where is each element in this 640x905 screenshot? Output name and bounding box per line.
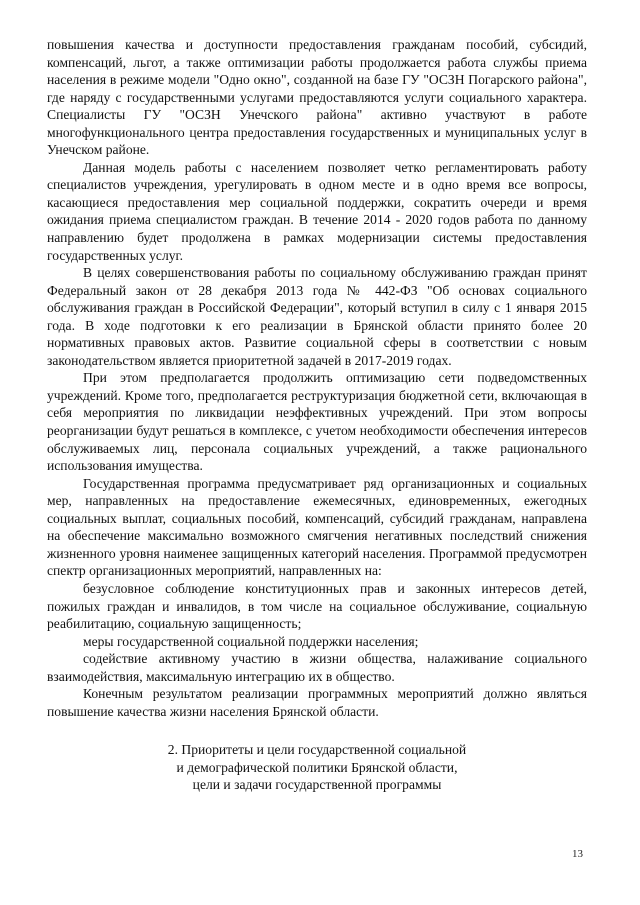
page-number: 13 [572, 848, 583, 860]
paragraph-final-result: Конечным результатом реализации программных мероприятий должно являться повышение качества жизни населения Брянской области. [47, 686, 587, 719]
list-item-constitutional-rights: безусловное соблюдение конституционных прав и законных интересов детей, пожилых граждан и инвалидов, в том числе на социальное обслуживание, социальную реабилитацию, социальную защищенность; [47, 580, 587, 632]
document-body [47, 36, 587, 794]
section-heading-line: 2. Приоритеты и цели государственной социальной [167, 742, 467, 758]
list-item-social-participation: содействие активному участию в жизни общества, налаживание социального взаимодействия, максимальную интеграцию их в общество. [47, 651, 587, 684]
paragraph-federal-law: В целях совершенствования работы по социальному обслуживанию граждан принят Федеральный закон от 28 декабря 2013 года № 442-ФЗ "Об основах социального обслуживания граждан в Российской Федерации", который вступил в силу с 1 января 2015 года. В ходе подготовки к его реализации в Брянской области принято более 20 нормативных правовых актов. Развитие социальной сферы в соответствии с новым законодательством является приоритетной задачей в 2017-2019 годах. [47, 265, 587, 368]
paragraph-work-model: Данная модель работы с населением позволяет четко регламентировать работу специалистов учреждения, урегулировать в одном месте и в одно время все вопросы, касающиеся предоставления мер социальной поддержки, сократить очереди и время ожидания приема специалистом граждан. В течение 2014 - 2020 годов работа по данному направлению будет продолжена в рамках модернизации системы предоставления государственных услуг. [47, 159, 587, 263]
list-item-social-support: меры государственной социальной поддержки населения; [83, 633, 419, 649]
section-heading-line: и демографической политики Брянской области, [176, 759, 458, 775]
paragraph-program-measures: Государственная программа предусматривает ряд организационных и социальных мер, направленных на предоставление ежемесячных, единовременных, ежегодных социальных выплат, социальных пособий, компенсаций, субсидий гражданам, направлена на обеспечение максимально возможного смягчения негативных последствий снижения жизненного уровня наименее защищенных категорий населения. Программой предусмотрен спектр организационных мероприятий, направленных на: [47, 475, 587, 579]
section-heading [47, 741, 587, 794]
paragraph-network-optimization: При этом предполагается продолжить оптимизацию сети подведомственных учреждений. Кроме того, предполагается реструктуризация бюджетной сети, включающая в себя мероприятия по ликвидации неэффективных учреждений. При этом вопросы реорганизации будут решаться в комплексе, с учетом необходимости обеспечения интересов обслуживаемых лиц, персонала социальных учреждений, а также рационального использования имущества. [47, 370, 587, 474]
section-heading-line: цели и задачи государственной программы [192, 777, 442, 793]
paragraph-one-window-service: повышения качества и доступности предоставления гражданам пособий, субсидий, компенсаций, льгот, а также оптимизации работы продолжается работа службы приема населения в режиме модели "Одно окно", созданной на базе ГУ "ОСЗН Погарского района", где наряду с государственными услугами предоставляются услуги социального характера. Специалисты ГУ "ОСЗН Унечского района" активно участвуют в работе многофункционального центра предоставления государственных и муниципальных услуг в Унечском районе. [47, 37, 587, 158]
